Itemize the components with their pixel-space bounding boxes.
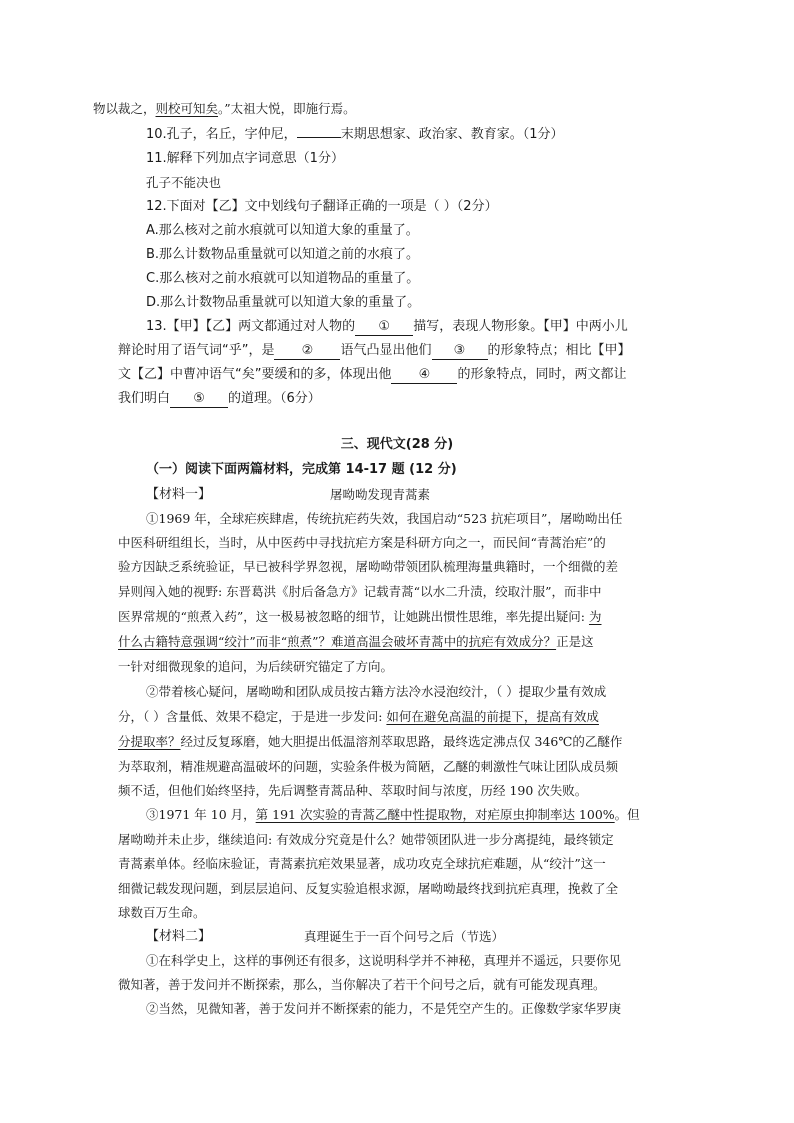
underlined-question: 为 — [588, 609, 602, 624]
underlined-question-2: 如何在避免高温的前提下，提高有效成 — [386, 709, 599, 724]
question-12-option-b: B.那么计数物品重量就可以知道之前的水痕了。 — [146, 247, 420, 262]
section-instruction: （一）阅读下面两篇材料，完成第 14-17 题 (12 分) — [146, 462, 457, 477]
underlined-question-cont: 什么古籍特意强调“绞汁”而非“煎煮”？难道高温会破坏青蒿中的抗疟有效成分？ — [118, 634, 557, 649]
answer-blank-2[interactable]: ② — [274, 343, 340, 360]
material-1-p3-line-5: 球数百万生命。 — [118, 905, 206, 920]
answer-blank[interactable] — [297, 137, 341, 138]
question-12-option-a: A.那么核对之前水痕就可以知道大象的重量了。 — [146, 223, 419, 238]
question-11-item: 孔子不能决也 — [146, 175, 222, 190]
question-10: 10.孔子，名丘，字仲尼， 末期思想家、政治家、教育家。（1分） — [146, 127, 564, 142]
material-1-p3-line-4: 细微记载发现问题，到层层追问、反复实验追根求源，屠呦呦最终找到抗疟真理，挽救了全 — [118, 881, 619, 896]
answer-blank-4[interactable]: ④ — [391, 367, 457, 384]
material-1-p3-line-1: ③1971 年 10 月，第 191 次实验的青蒿乙醚中性提取物，对疟原虫抑制率达 100%。但 — [146, 807, 640, 822]
question-13-line-3: 文【乙】中曹冲语气“矣”要缓和的多，体现出他 ④ 的形象特点，同时，两文都让 — [118, 367, 627, 382]
material-2-p1-line-1: ①在科学史上，这样的事例还有很多，这说明科学并不神秘，真理并不遥远，只要你见 — [146, 953, 622, 968]
material-1-p1-line-3: 验方因缺乏系统验证，早已被科学界忽视，屠呦呦带领团队梳理海量典籍时，一个细微的差 — [118, 559, 619, 574]
material-1-label: 【材料一】 — [146, 487, 212, 502]
question-13-line-2: 辩论时用了语气词“乎”，是 ② 语气凸显出他们 ③ 的形象特点；相比【甲】 — [118, 343, 631, 358]
material-1-p2-line-3: 分提取率？经过反复琢磨，她大胆提出低温溶剂萃取思路，最终选定沸点仅 346℃的乙醚作 — [118, 734, 623, 749]
passage-ending-line: 物以裁之，则校可知矣。”太祖大悦，即施行焉。 — [93, 101, 356, 116]
material-2-label: 【材料二】 — [146, 929, 212, 944]
material-1-p1-line-4: 异则闯入她的视野: 东晋葛洪《肘后备急方》记载青蒿“以水二升渍，绞取汁服”，而非中 — [118, 584, 602, 599]
material-2-p2-line-1: ②当然，见微知著，善于发问并不断探索的能力，不是凭空产生的。正像数学家华罗庚 — [146, 1001, 622, 1016]
section-title: 三、现代文(28 分) — [340, 437, 454, 452]
material-1-p2-line-1: ②带着核心疑问，屠呦呦和团队成员按古籍方法冷水浸泡绞汁，（ ）提取少量有效成 — [146, 684, 607, 699]
material-1-p1-line-7: 一针对细微现象的追问，为后续研究锚定了方向。 — [118, 659, 394, 674]
material-2-p1-line-2: 微知著，善于发问并不断探索，那么，当你解决了若干个问号之后，就有可能发现真理。 — [118, 977, 606, 992]
material-1-p3-line-2: 屠呦呦并未止步，继续追问: 有效成分究竟是什么？她带领团队进一步分离提纯，最终锁定 — [118, 832, 614, 847]
question-13-line-1: 13.【甲】【乙】两文都通过对人物的 ① 描写，表现人物形象。【甲】中两小儿 — [146, 319, 628, 334]
underlined-result: 第 191 次实验的青蒿乙醚中性提取物，对疟原虫抑制率达 100% — [255, 807, 615, 822]
material-1-p1-line-6: 什么古籍特意强调“绞汁”而非“煎煮”？难道高温会破坏青蒿中的抗疟有效成分？正是这 — [118, 634, 594, 649]
material-1-p1-line-5: 医界常规的“煎煮入药”，这一极易被忽略的细节，让她跳出惯性思维，率先提出疑问: 为 — [118, 609, 602, 624]
underlined-sentence: 则校可知矣 — [155, 101, 219, 116]
underlined-question-2-cont: 分提取率？ — [118, 734, 181, 749]
material-1-p1-line-1: ①1969 年，全球疟疾肆虐，传统抗疟药失效，我国启动“523 抗疟项目”，屠呦呦出任 — [146, 511, 623, 526]
answer-blank-3[interactable]: ③ — [432, 343, 488, 360]
material-1-title: 屠呦呦发现青蒿素 — [330, 487, 431, 502]
material-1-p2-line-5: 频不适，但他们始终坚持，先后调整青蒿品种、萃取时间与浓度，历经 190 次失败。 — [118, 783, 588, 798]
material-1-p2-line-4: 为萃取剂，精准规避高温破坏的问题，实验条件极为简陋，乙醚的刺激性气味让团队成员频 — [118, 759, 619, 774]
question-11: 11.解释下列加点字词意思（1分） — [146, 151, 344, 166]
material-1-p1-line-2: 中医科研组组长，当时，从中医药中寻找抗疟方案是科研方向之一，而民间“青蒿治疟”的 — [118, 535, 606, 550]
material-2-title: 真理诞生于一百个问号之后（节选） — [304, 929, 505, 944]
question-13-line-4: 我们明白 ⑤ 的道理。（6分） — [118, 391, 321, 406]
material-1-p3-line-3: 青蒿素单体。经临床验证，青蒿素抗疟效果显著，成功攻克全球抗疟难题，从“绞汁”这一 — [118, 856, 606, 871]
answer-blank-1[interactable]: ① — [355, 319, 413, 336]
material-1-p2-line-2: 分，（ ）含量低、效果不稳定，于是进一步发问: 如何在避免高温的前提下，提高有效成 — [118, 709, 599, 724]
question-12: 12.下面对【乙】文中划线句子翻译正确的一项是（ ）（2分） — [146, 199, 498, 214]
answer-blank-5[interactable]: ⑤ — [170, 391, 228, 408]
question-12-option-c: C.那么核对之前水痕就可以知道物品的重量了。 — [146, 271, 420, 286]
question-12-option-d: D.那么计数物品重量就可以知道大象的重量了。 — [146, 295, 421, 310]
